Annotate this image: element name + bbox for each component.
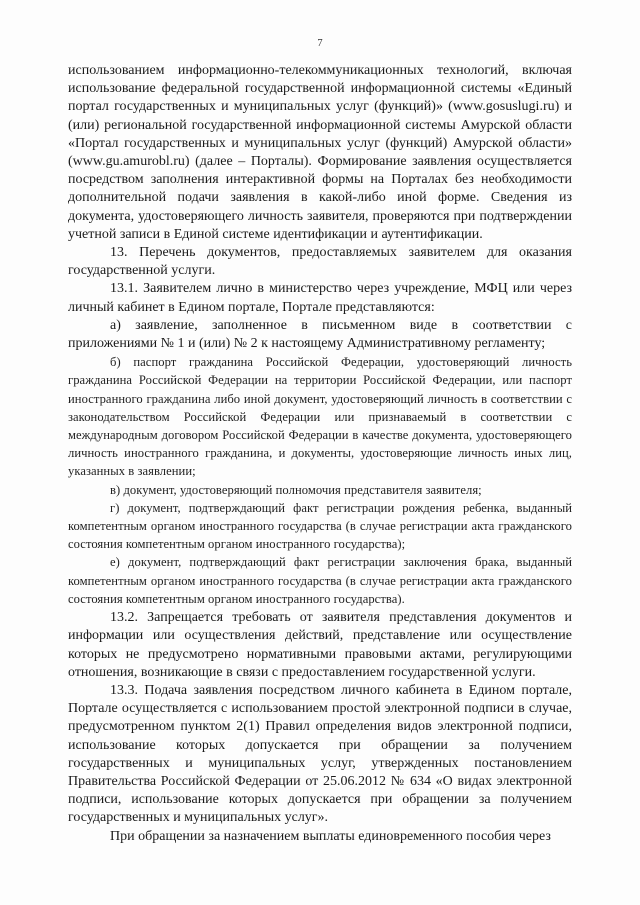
list-item-g: г) документ, подтверждающий факт регистрации рождения ребенка, выданный компетентным органом иностранного государства (в случае регистрации акта гражданского состояния компетентным органом иностранного государства); xyxy=(68,500,572,552)
page-number: 7 xyxy=(317,38,323,49)
paragraph-13-1: 13.1. Заявителем лично в министерство через учреждение, МФЦ или через личный кабинет в Едином портале, Портале представляются: xyxy=(68,281,572,315)
list-item-v: в) документ, удостоверяющий полномочия представителя заявителя; xyxy=(110,482,482,497)
list-item-b: б) паспорт гражданина Российской Федерации, удостоверяющий личность гражданина Российской Федерации на территории Российской Федерации, или паспорт иностранного гражданина либо иной документ, удостоверяющий личность в соответствии с законодательством Российской Федерации или признаваемый в соответствии с международным договором Российской Федерации в качестве документа, удостоверяющего личность иностранного гражданина, и документы, удостоверяющие личность иных лиц, указанных в заявлении; xyxy=(68,355,572,479)
list-item-a: а) заявление, заполненное в письменном виде в соответствии с приложениями № 1 и (или) № 2 к настоящему Административному регламенту; xyxy=(68,317,572,352)
paragraph-single-payment: При обращении за назначением выплаты единовременного пособия через xyxy=(110,828,551,844)
document-body xyxy=(68,62,572,846)
list-item-e: е) документ, подтверждающий факт регистрации заключения брака, выданный компетентным органом иностранного государства (в случае регистрации акта гражданского состояния компетентным органом иностранного государства). xyxy=(68,555,572,606)
paragraph-portals: использованием информационно-телекоммуникационных технологий, включая использование федеральной государственной информационной системы «Единый портал государственных и муниципальных услуг (функций)» (www.gosuslugi.ru) и (или) региональной государственной информационной системы Амурской области «Портал государственных и муниципальных услуг (функций) Амурской области» (www.gu.amurobl.ru) (далее – Порталы). Формирование заявления осуществляется посредством заполнения интерактивной формы на Порталах без необходимости дополнительной подачи заявления в какой-либо иной форме. Сведения из документа, удостоверяющего личность заявителя, проверяются при подтверждении учетной записи в Единой системе идентификации и аутентификации. xyxy=(68,63,572,242)
paragraph-13-2: 13.2. Запрещается требовать от заявителя представления документов и информации или осуществления действий, представление или осуществление которых не предусмотрено нормативными правовыми актами, регулирующими отношения, возникающие в связи с предоставлением государственной услуги. xyxy=(68,610,572,680)
paragraph-13-3: 13.3. Подача заявления посредством личного кабинета в Едином портале, Портале осуществляется с использованием простой электронной подписи в случае, предусмотренном пунктом 2(1) Правил определения видов электронной подписи, использование которых допускается при обращении за получением государственных и муниципальных услуг, утвержденных постановлением Правительства Российской Федерации от 25.06.2012 № 634 «О видах электронной подписи, использование которых допускается при обращении за получением государственных и муниципальных услуг». xyxy=(68,682,572,826)
paragraph-13: 13. Перечень документов, предоставляемых заявителем для оказания государственной услуги. xyxy=(68,245,572,279)
